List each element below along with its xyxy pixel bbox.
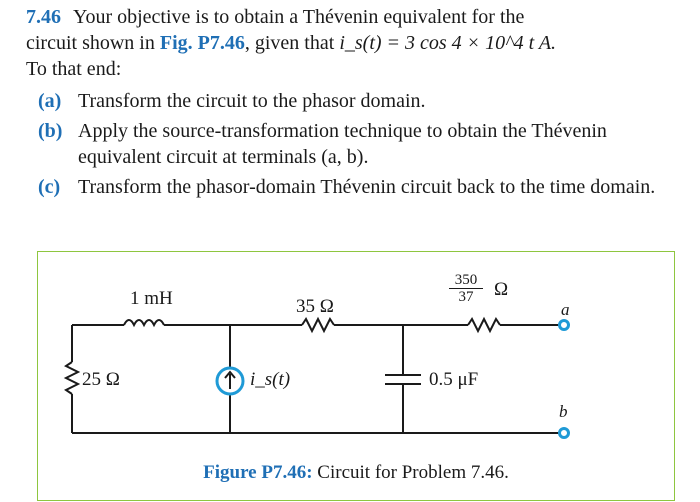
- inductor-coil: [124, 320, 164, 325]
- source-formula: i_s(t) = 3 cos 4 × 10^4 t A.: [339, 32, 557, 54]
- figure-reference[interactable]: Fig. P7.46: [159, 32, 245, 54]
- resistor-25-zigzag: [66, 362, 78, 394]
- resistor-25-label: 25 Ω: [82, 369, 120, 390]
- problem-line-2: circuit shown in Fig. P7.46, given that i_s(t) = 3 cos 4 × 10^4 t A.: [26, 32, 557, 54]
- problem-parts: [26, 88, 686, 200]
- source-label: i_s(t): [250, 369, 291, 390]
- terminal-b-label: b: [559, 402, 568, 421]
- part-c: (c) Transform the phasor-domain Thévenin circuit back to the time domain.: [38, 176, 656, 198]
- part-a: (a) Transform the circuit to the phasor domain.: [38, 90, 426, 112]
- inductor-label: 1 mH: [130, 288, 173, 309]
- terminal-a: [560, 321, 569, 330]
- terminal-a-label: a: [561, 300, 570, 319]
- terminal-b: [560, 429, 569, 438]
- resistor-35-zigzag: [302, 319, 334, 331]
- resistor-35-label: 35 Ω: [296, 296, 334, 317]
- capacitor-label: 0.5 μF: [429, 369, 479, 390]
- resistor-frac-zigzag: [468, 319, 500, 331]
- resistor-fraction: $\frac{350}{37}$: [449, 272, 483, 305]
- problem-number: 7.46: [26, 6, 61, 28]
- problem-line-1: 7.46 Your objective is to obtain a Thévenin equivalent for the: [26, 6, 525, 28]
- figure-caption: Figure P7.46: Circuit for Problem 7.46.: [203, 462, 509, 483]
- part-b: (b) Apply the source-transformation technique to obtain the Thévenin equivalent circuit at terminals (a, b).: [38, 120, 607, 168]
- problem-line-3: To that end:: [26, 58, 122, 80]
- circuit-figure: [37, 251, 675, 501]
- resistor-fraction-unit: Ω: [494, 279, 509, 300]
- problem-statement: [26, 4, 686, 200]
